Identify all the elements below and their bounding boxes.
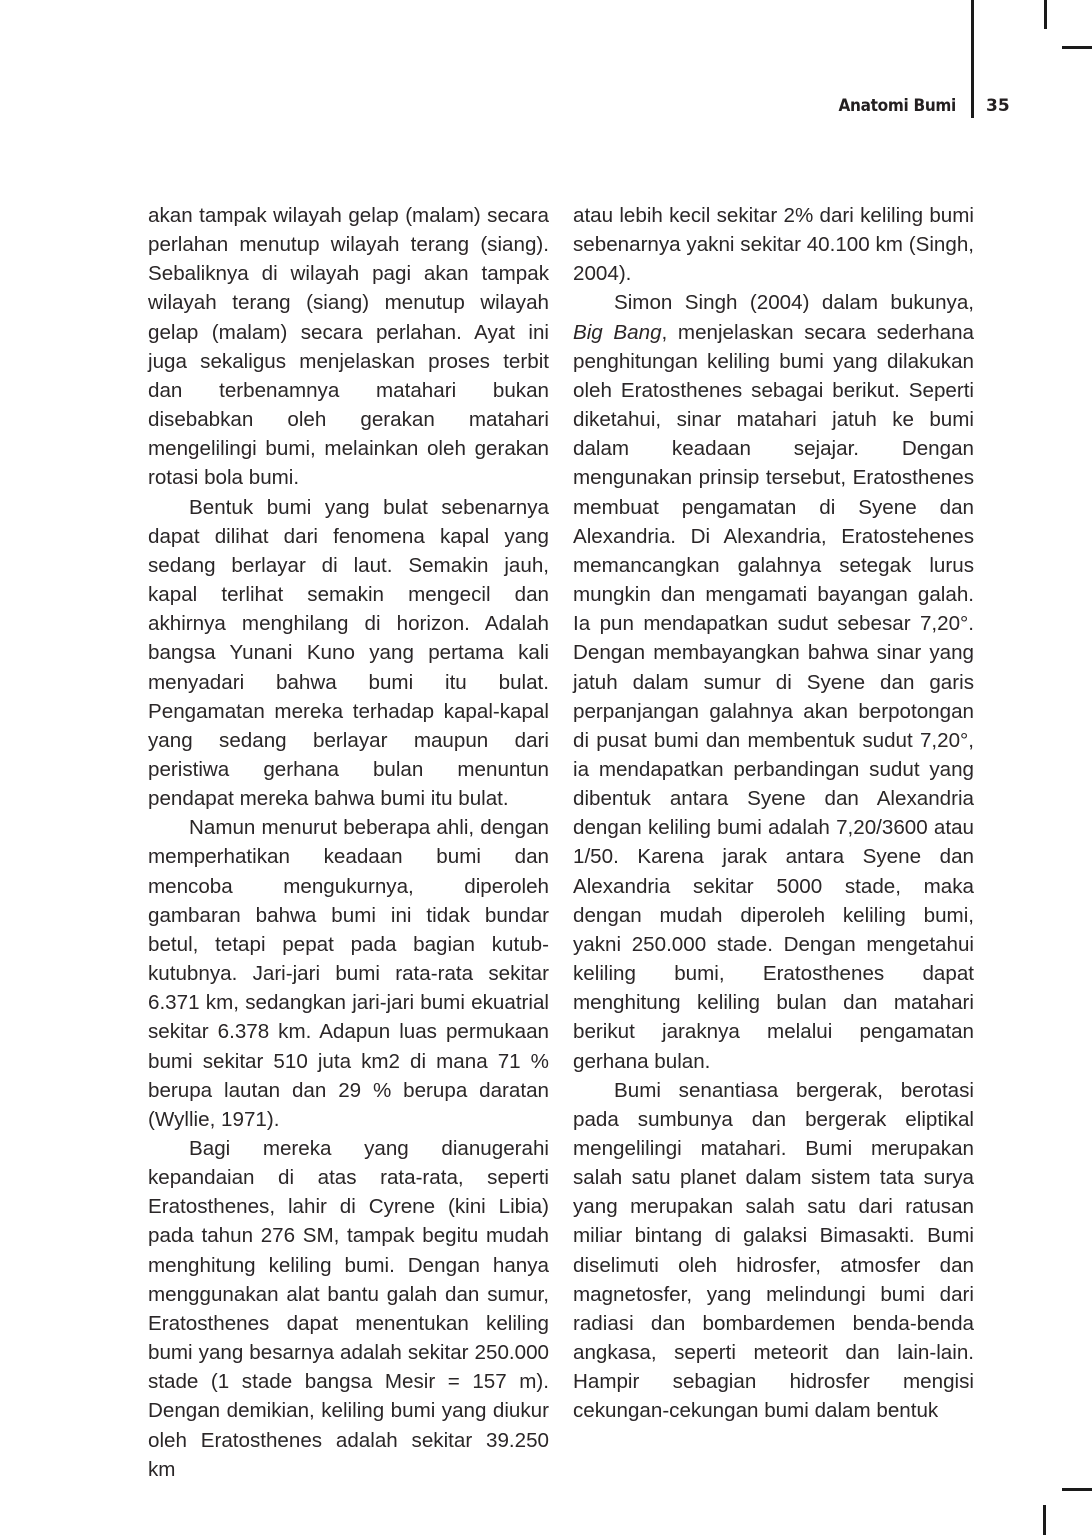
paragraph-rest: , menjelaskan secara sederhana penghitungan keliling bumi yang dilakukan oleh Eratosthenes sebagai berikut. Seperti diketahui, sinar matahari jatuh ke bumi dalam keadaan sejajar. Dengan mengunakan prinsip tersebut, Eratosthenes membuat pengamatan di Syene dan Alexandria. Di Alexandria, Eratostehenes memancangkan galahnya setegak lurus mungkin dan mengamati bayangan galah. Ia pun mendapatkan sudut sebesar 7,20°. Dengan membayangkan bahwa sinar yang jatuh dalam sumur di Syene dan garis perpanjangan galahnya akan berpotongan di pusat bumi dan membentuk sudut 7,20°, ia mendapatkan perbandingan sudut yang dibentuk antara Syene dan Alexandria dengan keliling bumi adalah 7,20/3600 atau 1/50. Karena jarak antara Syene dan Alexandria sekitar 5000 stade, maka dengan mudah diperoleh keliling bumi, yakni 250.000 stade. Dengan mengetahui keliling bumi, Eratosthenes dapat menghitung keliling bulan dan matahari berikut jaraknya melalui pengamatan gerhana bulan. bbox=[573, 320, 974, 1073]
page-number: 35 bbox=[986, 96, 1010, 116]
paragraph: akan tampak wilayah gelap (malam) secara perlahan menutup wilayah terang (siang). Sebaliknya di wilayah pagi akan tampak wilayah terang (siang) menutup wilayah gelap (malam) secara perlahan. Ayat ini juga sekaligus menjelaskan proses terbit dan terbenamnya matahari bukan disebabkan oleh gerakan matahari mengelilingi bumi, melainkan oleh gerakan rotasi bola bumi. bbox=[148, 204, 549, 490]
right-column bbox=[573, 201, 974, 1426]
crop-mark-top-horizontal bbox=[1062, 46, 1092, 49]
crop-mark-bottom-vertical bbox=[1043, 1505, 1046, 1535]
paragraph-lead: Simon Singh (2004) dalam bukunya, bbox=[614, 291, 974, 315]
paragraph: Namun menurut beberapa ahli, dengan memperhatikan keadaan bumi dan mencoba mengukurnya, diperoleh gambaran bahwa bumi ini tidak bundar betul, tetapi pepat pada bagian kutub-kutubnya. Jari-jari bumi rata-rata sekitar 6.371 km, sedangkan jari-jari bumi ekuatrial sekitar 6.378 km. Adapun luas permukaan bumi sekitar 510 juta km2 di mana 71 % berupa lautan dan 29 % berupa daratan (Wyllie, 1971). bbox=[148, 816, 549, 1131]
paragraph: Bumi senantiasa bergerak, berotasi pada sumbunya dan bergerak eliptikal mengelilingi matahari. Bumi merupakan salah satu planet dalam sistem tata surya yang merupakan salah satu dari ratusan miliar bintang di galaksi Bimasakti. Bumi diselimuti oleh hidrosfer, atmosfer dan magnetosfer, yang melindungi bumi dari radiasi dan bombardemen benda-benda angkasa, seperti meteorit dan lain-lain. Hampir sebagian hidrosfer mengisi cekungan-cekungan bumi dalam bentuk bbox=[573, 1078, 974, 1423]
paragraph: atau lebih kecil sekitar 2% dari keliling bumi sebenarnya yakni sekitar 40.100 km (Singh, 2004). bbox=[573, 204, 974, 286]
header-divider bbox=[971, 0, 974, 118]
paragraph: Bagi mereka yang dianugerahi kepandaian di atas rata-rata, seperti Eratosthenes, lahir di Cyrene (kini Libia) pada tahun 276 SM, tampak begitu mudah menghitung keliling bumi. Dengan hanya menggunakan alat bantu galah dan sumur, Eratosthenes dapat menentukan keliling bumi yang besarnya adalah sekitar 250.000 stade (1 stade bangsa Mesir = 157 m). Dengan demikian, keliling bumi yang diukur oleh Eratosthenes adalah sekitar 39.250 km bbox=[148, 1137, 549, 1481]
paragraph bbox=[573, 288, 974, 1075]
book-title: Big Bang bbox=[573, 320, 662, 344]
crop-mark-bottom-horizontal bbox=[1062, 1488, 1092, 1491]
running-title: Anatomi Bumi bbox=[838, 96, 956, 116]
paragraph: Bentuk bumi yang bulat sebenarnya dapat dilihat dari fenomena kapal yang sedang berlayar di laut. Semakin jauh, kapal terlihat semakin mengecil dan akhirnya menghilang di horizon. Adalah bangsa Yunani Kuno yang pertama kali menyadari bahwa bumi itu bulat. Pengamatan mereka terhadap kapal-kapal yang sedang berlayar maupun dari peristiwa gerhana bulan menuntun pendapat mereka bahwa bumi itu bulat. bbox=[148, 495, 549, 811]
left-column bbox=[148, 201, 549, 1484]
crop-mark-top-vertical bbox=[1044, 0, 1047, 29]
